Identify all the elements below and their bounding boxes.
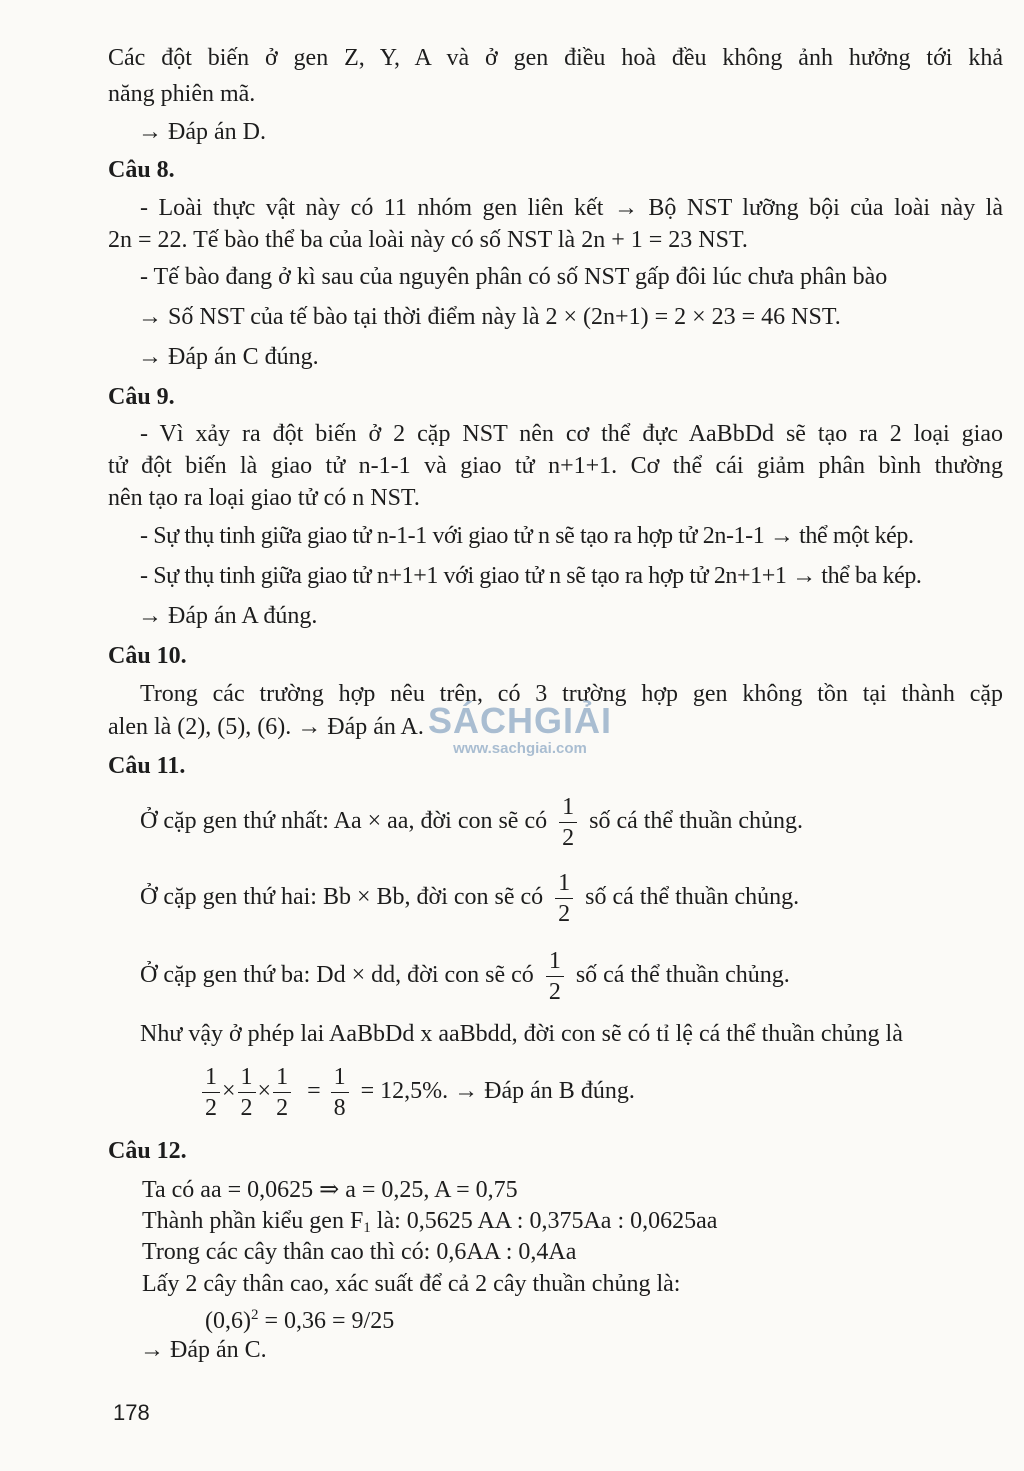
page-number: 178 — [113, 1400, 150, 1425]
fraction — [555, 868, 573, 929]
fraction-denominator: 2 — [548, 979, 561, 1005]
text-segment: số cá thể thuần chủng. — [575, 962, 790, 989]
question-heading: Câu 12. — [108, 1138, 187, 1164]
fraction-denominator: 8 — [333, 1095, 346, 1121]
paragraph-line: - Sự thụ tinh giữa giao tử n-1-1 với giao tử n sẽ tạo ra hợp tử 2n-1-1 → thể một kép. — [140, 523, 914, 549]
paragraph-line: tử đột biến là giao tử n-1-1 và giao tử n+1+1. Cơ thể cái giảm phân bình thường — [108, 453, 1003, 479]
paragraph-line: năng phiên mã. — [108, 81, 256, 107]
text-segment: = 12,5%. → Đáp án B đúng. — [360, 1078, 635, 1105]
fraction-numerator: 1 — [331, 1062, 349, 1093]
fraction-numerator: 1 — [238, 1062, 256, 1093]
paragraph-line: Các đột biến ở gen Z, Y, A và ở gen điều hoà đều không ảnh hưởng tới khả — [108, 45, 1003, 71]
fraction-denominator: 2 — [240, 1095, 253, 1121]
equals-sign: = — [307, 1078, 321, 1105]
superscript: 2 — [250, 1307, 259, 1323]
answer-line: → Đáp án A đúng. — [138, 603, 318, 629]
fraction-numerator: 1 — [202, 1062, 220, 1093]
fraction-denominator: 2 — [205, 1095, 217, 1121]
question-heading: Câu 8. — [108, 157, 175, 183]
math-line — [140, 868, 799, 929]
paragraph-line — [142, 1207, 717, 1242]
paragraph-line: Lấy 2 cây thân cao, xác suất để cả 2 cây thuần chủng là: — [142, 1271, 681, 1297]
watermark — [425, 700, 615, 757]
paragraph-line: Như vậy ở phép lai AaBbDd x aaBbdd, đời con sẽ có tỉ lệ cá thể thuần chủng là — [140, 1021, 903, 1047]
answer-line: → Đáp án C. — [140, 1337, 267, 1363]
math-line — [140, 792, 803, 853]
math-line — [205, 1301, 394, 1335]
fraction-numerator: 1 — [555, 868, 573, 899]
paragraph-line: - Vì xảy ra đột biến ở 2 cặp NST nên cơ thể đực AaBbDd sẽ tạo ra 2 loại giao — [140, 421, 1003, 447]
watermark-logo: SÁCHGIẢI — [427, 700, 612, 741]
fraction — [331, 1062, 349, 1123]
answer-line: → Đáp án C đúng. — [138, 344, 319, 370]
paragraph-line: - Tế bào đang ở kì sau của nguyên phân có số NST gấp đôi lúc chưa phân bào — [140, 264, 888, 290]
fraction — [273, 1062, 291, 1123]
paragraph-line: - Loài thực vật này có 11 nhóm gen liên kết → Bộ NST lưỡng bội của loài này là — [140, 195, 1003, 221]
paragraph-line: 2n = 22. Tế bào thể ba của loài này có số NST là 2n + 1 = 23 NST. — [108, 227, 748, 253]
paragraph-line: Ta có aa = 0,0625 ⇒ a = 0,25, A = 0,75 — [142, 1177, 518, 1203]
paragraph-line: alen là (2), (5), (6). → Đáp án A. — [108, 714, 424, 740]
fraction — [559, 792, 577, 853]
paragraph-line: Trong các cây thân cao thì có: 0,6AA : 0,4Aa — [142, 1239, 577, 1265]
math-line — [140, 946, 790, 1007]
text-segment: là: 0,5625 AA : 0,375Aa : 0,0625aa — [370, 1208, 718, 1234]
fraction — [202, 1062, 220, 1123]
text-segment: Ở cặp gen thứ hai: Bb × Bb, đời con sẽ có — [140, 884, 544, 911]
question-heading: Câu 11. — [108, 753, 186, 779]
fraction-numerator: 1 — [273, 1062, 291, 1093]
watermark-url: www.sachgiai.com — [453, 740, 587, 757]
times-sign: × — [257, 1078, 272, 1105]
math-line — [200, 1062, 635, 1123]
text-segment: Ở cặp gen thứ ba: Dd × dd, đời con sẽ có — [140, 962, 534, 989]
fraction-denominator: 2 — [558, 901, 571, 927]
text-segment: số cá thể thuần chủng. — [585, 884, 800, 911]
fraction-denominator: 2 — [276, 1095, 289, 1121]
fraction — [546, 946, 564, 1007]
text-segment: (0,6) — [205, 1308, 251, 1334]
question-heading: Câu 9. — [108, 384, 175, 410]
text-segment: Ở cặp gen thứ nhất: Aa × aa, đời con sẽ có — [140, 808, 548, 835]
text-segment: số cá thể thuần chủng. — [589, 808, 804, 835]
paragraph-line: nên tạo ra loại giao tử có n NST. — [108, 485, 420, 511]
subscript: 1 — [363, 1220, 371, 1236]
fraction-numerator: 1 — [546, 946, 564, 977]
text-segment: = 0,36 = 9/25 — [258, 1308, 395, 1334]
fraction-denominator: 2 — [562, 825, 575, 851]
paragraph-line: → Số NST của tế bào tại thời điểm này là 2 × (2n+1) = 2 × 23 = 46 NST. — [138, 304, 841, 330]
fraction-numerator: 1 — [559, 792, 577, 823]
text-segment: Thành phần kiểu gen F — [142, 1208, 364, 1234]
answer-line: → Đáp án D. — [138, 119, 266, 145]
fraction — [238, 1062, 256, 1123]
question-heading: Câu 10. — [108, 643, 187, 669]
paragraph-line: - Sự thụ tinh giữa giao tử n+1+1 với giao tử n sẽ tạo ra hợp tử 2n+1+1 → thể ba kép. — [140, 563, 922, 589]
times-sign: × — [222, 1078, 236, 1105]
paragraph-line: Trong các trường hợp nêu trên, có 3 trường hợp gen không tồn tại thành cặp — [140, 681, 1003, 707]
